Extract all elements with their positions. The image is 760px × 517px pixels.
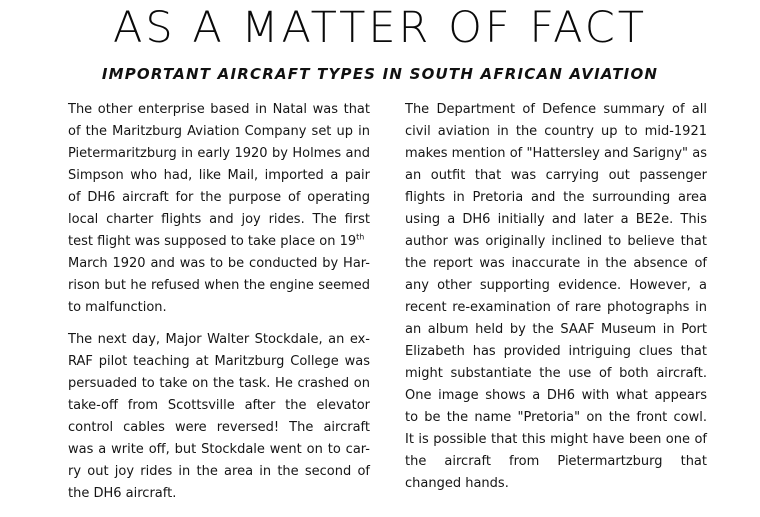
text-line: Simpson who had, like Mail, imported a pair [68,168,370,183]
text-line: using a DH6 initially and later a BE2e. This [405,212,707,227]
text-line: flights in Pretoria and the surrounding area [405,190,707,205]
text-line: of DH6 aircraft for the purpose of operating [68,190,370,205]
text-line: ry out joy rides in the area in the second of [68,464,370,479]
text-line: any other supporting evidence. However, a [405,278,707,293]
text-line: control cables were reversed! The aircraft [68,420,370,435]
text-line: to be the name "Pretoria" on the front cowl. [405,410,707,425]
text-line: was a write off, but Stockdale went on to car- [68,442,370,457]
text-line: The next day, Major Walter Stockdale, an ex- [68,332,370,347]
text-line: rison but he refused when the engine seemed [68,278,370,293]
text-line: to malfunction. [68,300,167,315]
text-fragment: test flight was supposed to take place on 19 [68,234,357,249]
text-line: March 1920 and was to be conducted by Har- [68,256,370,271]
text-line: an album held by the SAAF Museum in Port [405,322,707,337]
text-line: the DH6 aircraft. [68,486,177,501]
text-line: It is possible that this might have been one of [405,432,707,447]
text-line: of the Maritzburg Aviation Company set up in [68,124,370,139]
text-line: author was originally inclined to believe that [405,234,707,249]
page-subtitle: IMPORTANT AIRCRAFT TYPES IN SOUTH AFRICAN AVIATION [101,65,659,83]
text-line: the report was inaccurate in the absence of [405,256,707,271]
right-paragraph-1 [405,99,707,495]
text-line: The Department of Defence summary of all [405,102,707,117]
left-paragraph-1 [68,99,370,319]
text-line: might substantiate the use of both aircraft. [405,366,707,381]
text-line: One image shows a DH6 with what appears [405,388,707,403]
text-line: RAF pilot teaching at Maritzburg College was [68,354,370,369]
text-line: local charter flights and joy rides. The first [68,212,370,227]
text-line [68,231,370,253]
text-line: take-off from Scottsville after the elevator [68,398,370,413]
right-column [405,99,707,505]
text-line: The other enterprise based in Natal was that [68,102,370,117]
text-line: changed hands. [405,476,509,491]
left-paragraph-2 [68,329,370,505]
page-title: AS A MATTER OF FACT [112,3,648,53]
left-column [68,99,370,515]
text-line: the aircraft from Pietermartzburg that [405,454,707,469]
ordinal-superscript: th [356,232,365,242]
text-line: civil aviation in the country up to mid-1921 [405,124,707,139]
text-line: Pietermaritzburg in early 1920 by Holmes and [68,146,370,161]
text-line: an outfit that was carrying out passenger [405,168,707,183]
text-line: recent re-examination of rare photographs in [405,300,707,315]
text-line: persuaded to take on the task. He crashed on [68,376,370,391]
text-line: Elizabeth has provided intriguing clues that [405,344,707,359]
text-line: makes mention of "Hattersley and Sarigny" as [405,146,707,161]
